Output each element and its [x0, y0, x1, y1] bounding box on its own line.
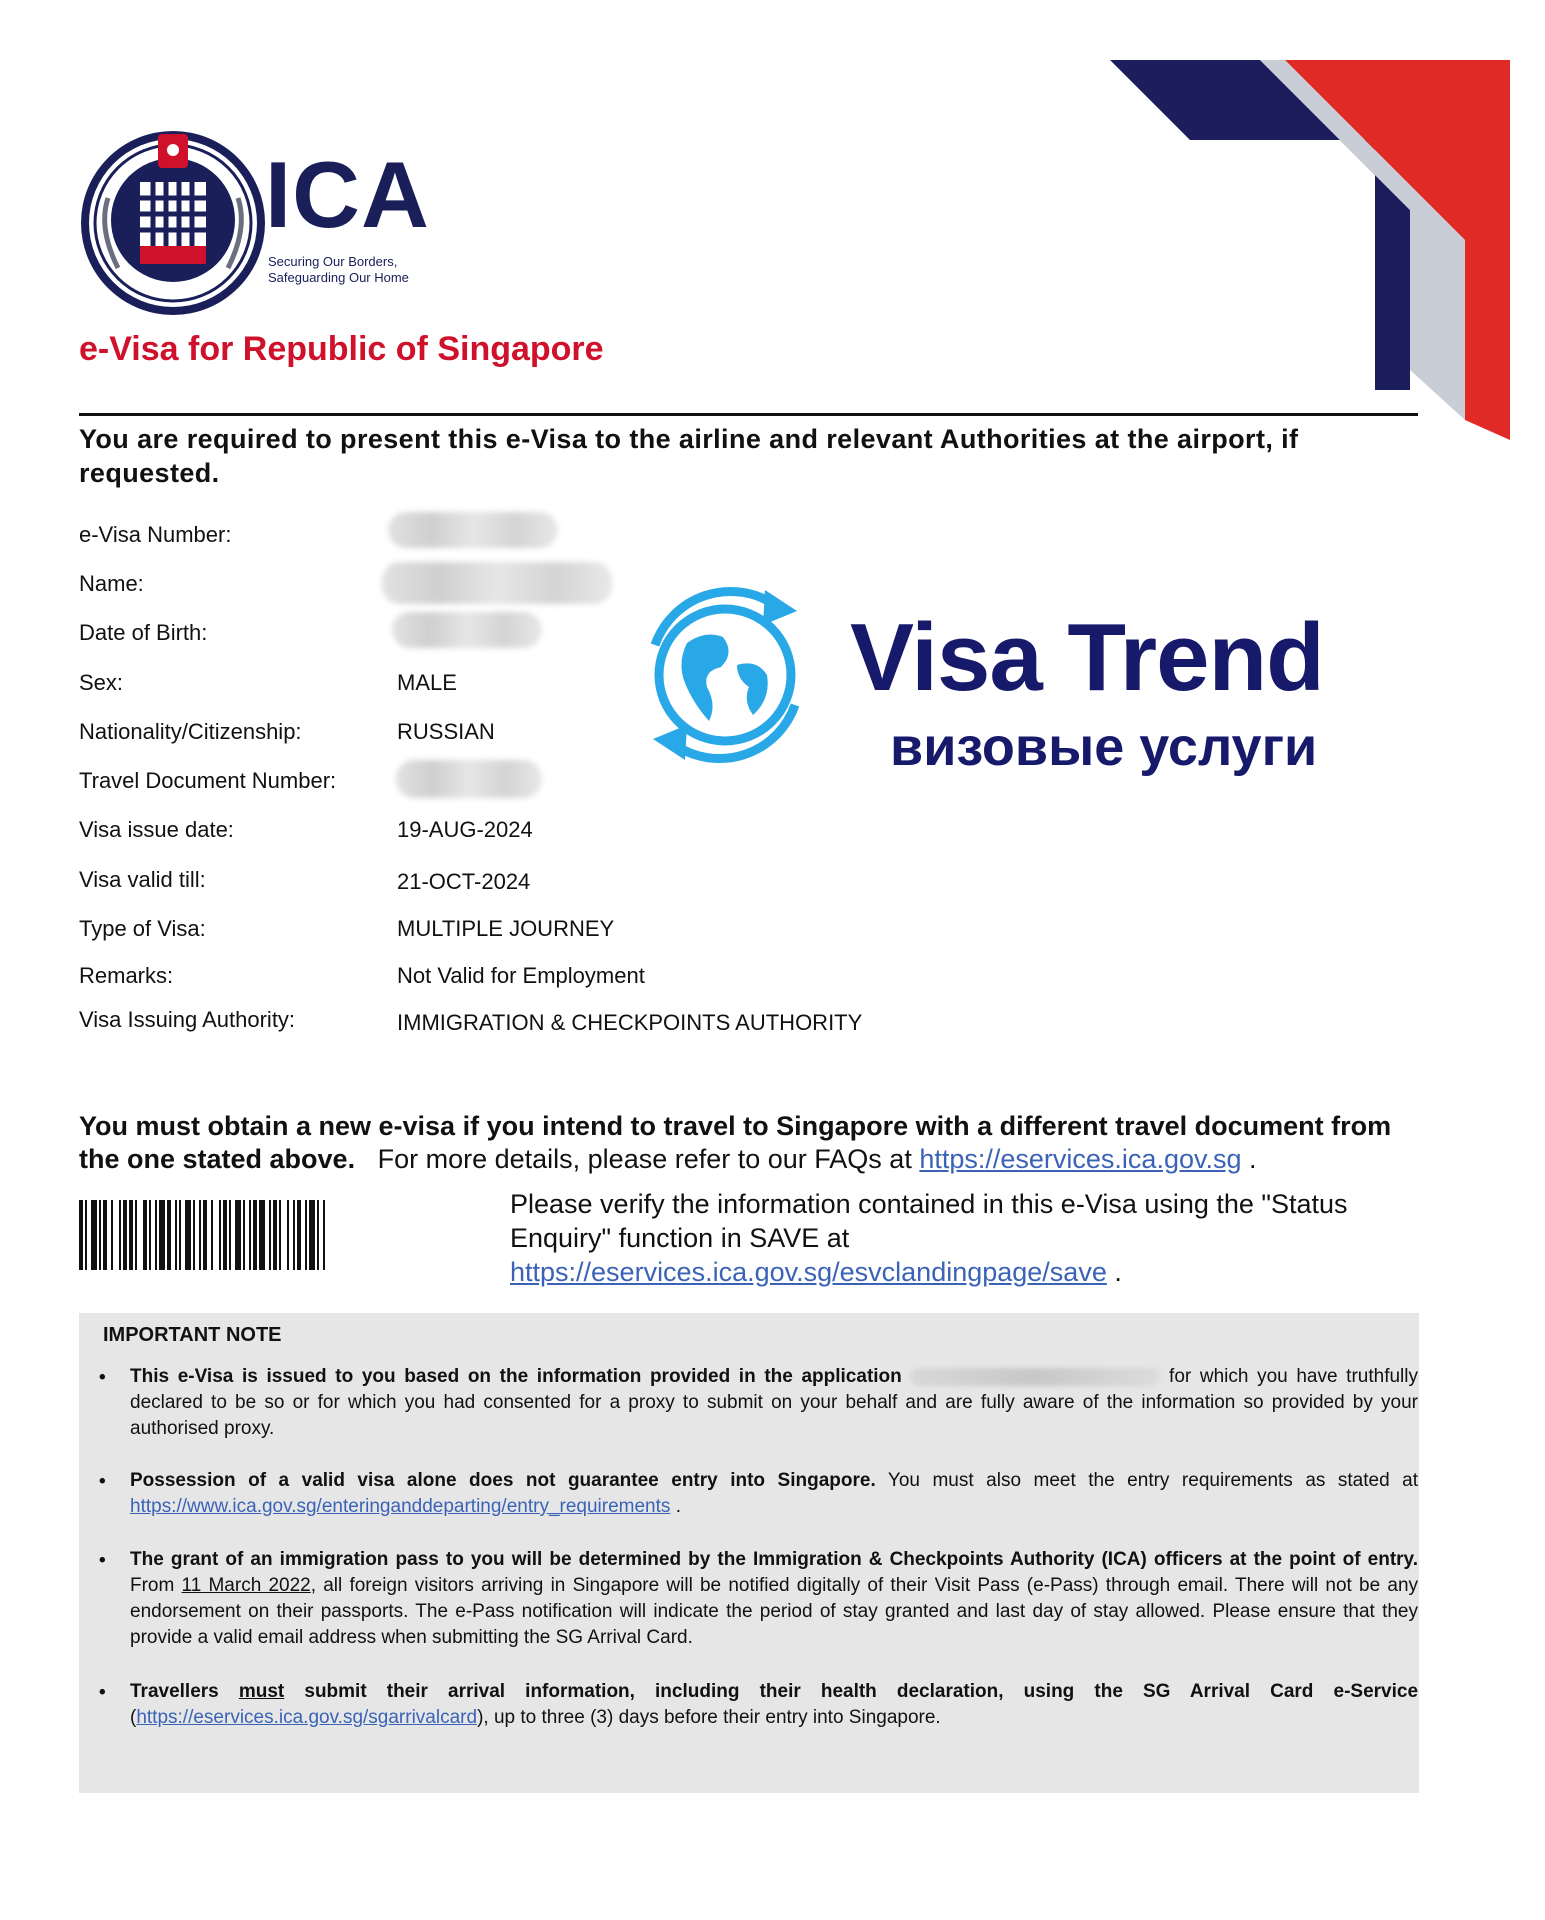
field-label-remarks: Remarks:: [79, 963, 174, 988]
note-paragraph-2: [130, 1468, 1418, 1520]
redacted-evisa-number: [388, 512, 558, 548]
field-value-visa-type: MULTIPLE JOURNEY: [397, 916, 615, 941]
field-value-issuing-authority: IMMIGRATION & CHECKPOINTS AUTHORITY: [397, 1010, 863, 1035]
field-label-travel-document: Travel Document Number:: [79, 768, 337, 793]
save-status-enquiry-link[interactable]: https://eservices.ica.gov.sg/esvclandingpage/save: [510, 1257, 1107, 1287]
p3-text-a: From: [130, 1575, 175, 1596]
notice-end: .: [1249, 1144, 1257, 1174]
field-label-issue-date: Visa issue date:: [79, 817, 234, 842]
faq-link[interactable]: https://eservices.ica.gov.sg: [919, 1144, 1242, 1174]
p2-end: .: [675, 1496, 681, 1517]
title-divider: [79, 413, 1418, 416]
note-paragraph-1: [130, 1364, 1418, 1442]
barcode: [79, 1200, 463, 1270]
tagline-line-2: Safeguarding Our Home: [268, 270, 409, 285]
field-label-issuing-authority: Visa Issuing Authority:: [79, 1007, 296, 1032]
field-label-name: Name:: [79, 571, 144, 596]
field-label-evisa-number: e-Visa Number:: [79, 522, 232, 547]
field-value-remarks: Not Valid for Employment: [397, 963, 645, 988]
note-paragraph-3: [130, 1547, 1418, 1651]
field-value-valid-till: 21-OCT-2024: [397, 869, 531, 894]
new-evisa-notice: [79, 1110, 1424, 1176]
bullet-1: •: [99, 1367, 106, 1388]
verify-text: Please verify the information contained in this e-Visa using the "Status Enquiry" function in SAVE at: [510, 1189, 1348, 1253]
ica-seal-logo: [78, 128, 268, 318]
p4-bold-b: submit their arrival information, including their health declaration, using the SG Arrival Card e-Service: [304, 1681, 1419, 1702]
field-label-dob: Date of Birth:: [79, 620, 208, 645]
p1-text: for which you have truthfully declared to be so or for which you had consented for a proxy to submit on your behalf and are fully aware of the information so provided by your authorised proxy.: [130, 1366, 1418, 1439]
sg-arrival-card-link[interactable]: https://eservices.ica.gov.sg/sgarrivalcard: [136, 1707, 478, 1728]
p3-bold: The grant of an immigration pass to you will be determined by the Immigration & Checkpoints Authority (ICA) officers at the point of entry.: [130, 1549, 1418, 1570]
redacted-application-number: [910, 1368, 1160, 1386]
redacted-travel-document: [396, 760, 542, 798]
field-label-nationality: Nationality/Citizenship:: [79, 719, 302, 744]
verify-end: .: [1114, 1257, 1122, 1287]
bullet-4: •: [99, 1682, 106, 1703]
p4-end: ), up to three (3) days before their entry into Singapore.: [477, 1707, 941, 1728]
p1-bold: This e-Visa is issued to you based on the information provided in the application: [130, 1366, 902, 1387]
p3-date: 11 March 2022: [181, 1575, 311, 1596]
p2-bold: Possession of a valid visa alone does not guarantee entry into Singapore.: [130, 1470, 876, 1491]
watermark-brand-name: Visa Trend: [850, 604, 1324, 711]
tagline-line-1: Securing Our Borders,: [268, 254, 398, 269]
field-label-valid-till: Visa valid till:: [79, 867, 206, 892]
globe-refresh-icon: [625, 575, 825, 775]
p4-must: must: [238, 1681, 285, 1702]
corner-stripes-decoration: [1110, 60, 1510, 440]
redacted-name: [382, 562, 612, 604]
intro-statement: You are required to present this e-Visa to the airline and relevant Authorities at the airport, if requested.: [79, 424, 1299, 488]
ica-logo-wordmark: ICA: [265, 142, 430, 247]
note-paragraph-4: [130, 1679, 1418, 1731]
bullet-2: •: [99, 1471, 106, 1492]
p3-text-b: , all foreign visitors arriving in Singapore will be notified digitally of their Visit Pass (e-Pass) through email. There will not be any endorsement on their passports. The e-Pass notification will indicate the period of stay granted and last day of stay allowed. Please ensure that they provide a valid email address when submitting the SG Arrival Card.: [130, 1575, 1419, 1648]
notice-text: For more details, please refer to our FAQs at: [377, 1144, 912, 1174]
field-value-nationality: RUSSIAN: [397, 719, 495, 744]
field-label-sex: Sex:: [79, 670, 124, 695]
field-value-sex: MALE: [397, 670, 457, 695]
bullet-3: •: [99, 1550, 106, 1571]
field-value-issue-date: 19-AUG-2024: [397, 817, 533, 842]
entry-requirements-link[interactable]: https://www.ica.gov.sg/enteringanddeparting/entry_requirements: [130, 1496, 671, 1517]
field-label-visa-type: Type of Visa:: [79, 916, 206, 941]
important-note-heading: IMPORTANT NOTE: [103, 1324, 282, 1346]
p4-bold-a: Travellers: [130, 1681, 219, 1702]
redacted-dob: [392, 612, 542, 648]
notice-bold-text: You must obtain a new e-visa if you intend to travel to Singapore with a different travel document from the one stated above.: [79, 1111, 1392, 1174]
watermark-subtitle: визовые услуги: [890, 717, 1318, 777]
p4-open: (: [130, 1707, 137, 1728]
p2-text: You must also meet the entry requirements as stated at: [887, 1470, 1419, 1491]
ica-logo-tagline: [268, 254, 409, 286]
barcode-gap: [325, 1200, 329, 1270]
verify-instructions: [510, 1187, 1410, 1289]
document-title: e-Visa for Republic of Singapore: [79, 330, 604, 368]
